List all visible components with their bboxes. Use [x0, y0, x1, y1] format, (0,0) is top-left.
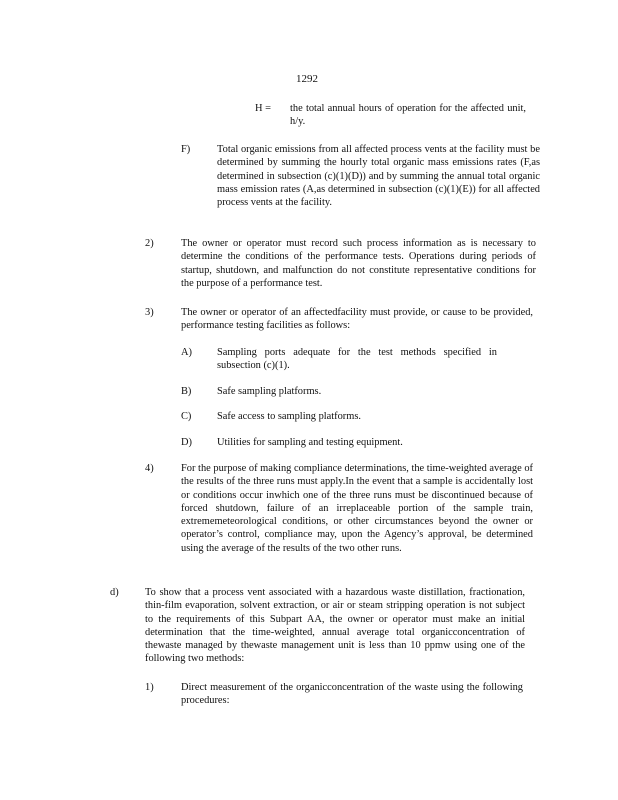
item-F-text: Total organic emissions from all affected process vents at the facility must be determined by summing the hourly total organic mass emissions rates (F,as determined in subsection (c)(1)(D)) and by summing the annual total organic mass emission rates (A,as determined in subsection (c)(1)(E)) for all affected process vents at the facility. — [217, 144, 540, 209]
item-3-label: 3) — [145, 307, 154, 318]
item-3-text: The owner or operator of an affectedfacility must provide, or cause to be provided, performance testing facilities as follows: — [181, 307, 533, 332]
item-3D-text: Utilities for sampling and testing equipment. — [217, 437, 403, 448]
item-d1-text: Direct measurement of the organicconcentration of the waste using the following procedures: — [181, 682, 523, 707]
item-3D-label: D) — [181, 437, 192, 448]
item-3C-label: C) — [181, 411, 192, 422]
item-F-label: F) — [181, 144, 191, 155]
h-definition-label: H = — [255, 103, 271, 114]
item-3B-label: B) — [181, 386, 192, 397]
item-d-label: d) — [110, 587, 119, 598]
item-4-text: For the purpose of making compliance determinations, the time-weighted average of the results of the three runs must apply.In the event that a sample is accidentally lost or conditions occur inwhich one of the three runs must be discontinued because of forced shutdown, failure of an irreplaceable portion of the sample train, extrememeteorological conditions, or other circumstances beyond the owner or operator’s control, compliance may, upon the Agency’s approval, be determined using the average of the results of the two other runs. — [181, 463, 533, 554]
item-3C-text: Safe access to sampling platforms. — [217, 411, 361, 422]
item-4-label: 4) — [145, 463, 154, 474]
item-3A-label: A) — [181, 347, 192, 358]
item-3A-text: Sampling ports adequate for the test methods specified in subsection (c)(1). — [217, 347, 497, 372]
page-number: 1292 — [296, 73, 318, 85]
item-2-text: The owner or operator must record such process information as is necessary to determine the conditions of the performance tests. Operations during periods of startup, shutdown, and malfunction do not constitute representative conditions for the purpose of a performance test. — [181, 238, 536, 289]
item-d1-label: 1) — [145, 682, 154, 693]
item-d-text: To show that a process vent associated with a hazardous waste distillation, fractionation, thin-film evaporation, solvent extraction, or air or steam stripping operation is not subject to the requirements of this Subpart AA, the owner or operator must make an initial determination that the time-weighted, annual average total organicconcentration of thewaste managed by thewaste management unit is less than 10 ppmw using one of the following two methods: — [145, 587, 525, 665]
h-definition-text: the total annual hours of operation for the affected unit, h/y. — [290, 103, 526, 128]
item-2-label: 2) — [145, 238, 154, 249]
item-3B-text: Safe sampling platforms. — [217, 386, 322, 397]
